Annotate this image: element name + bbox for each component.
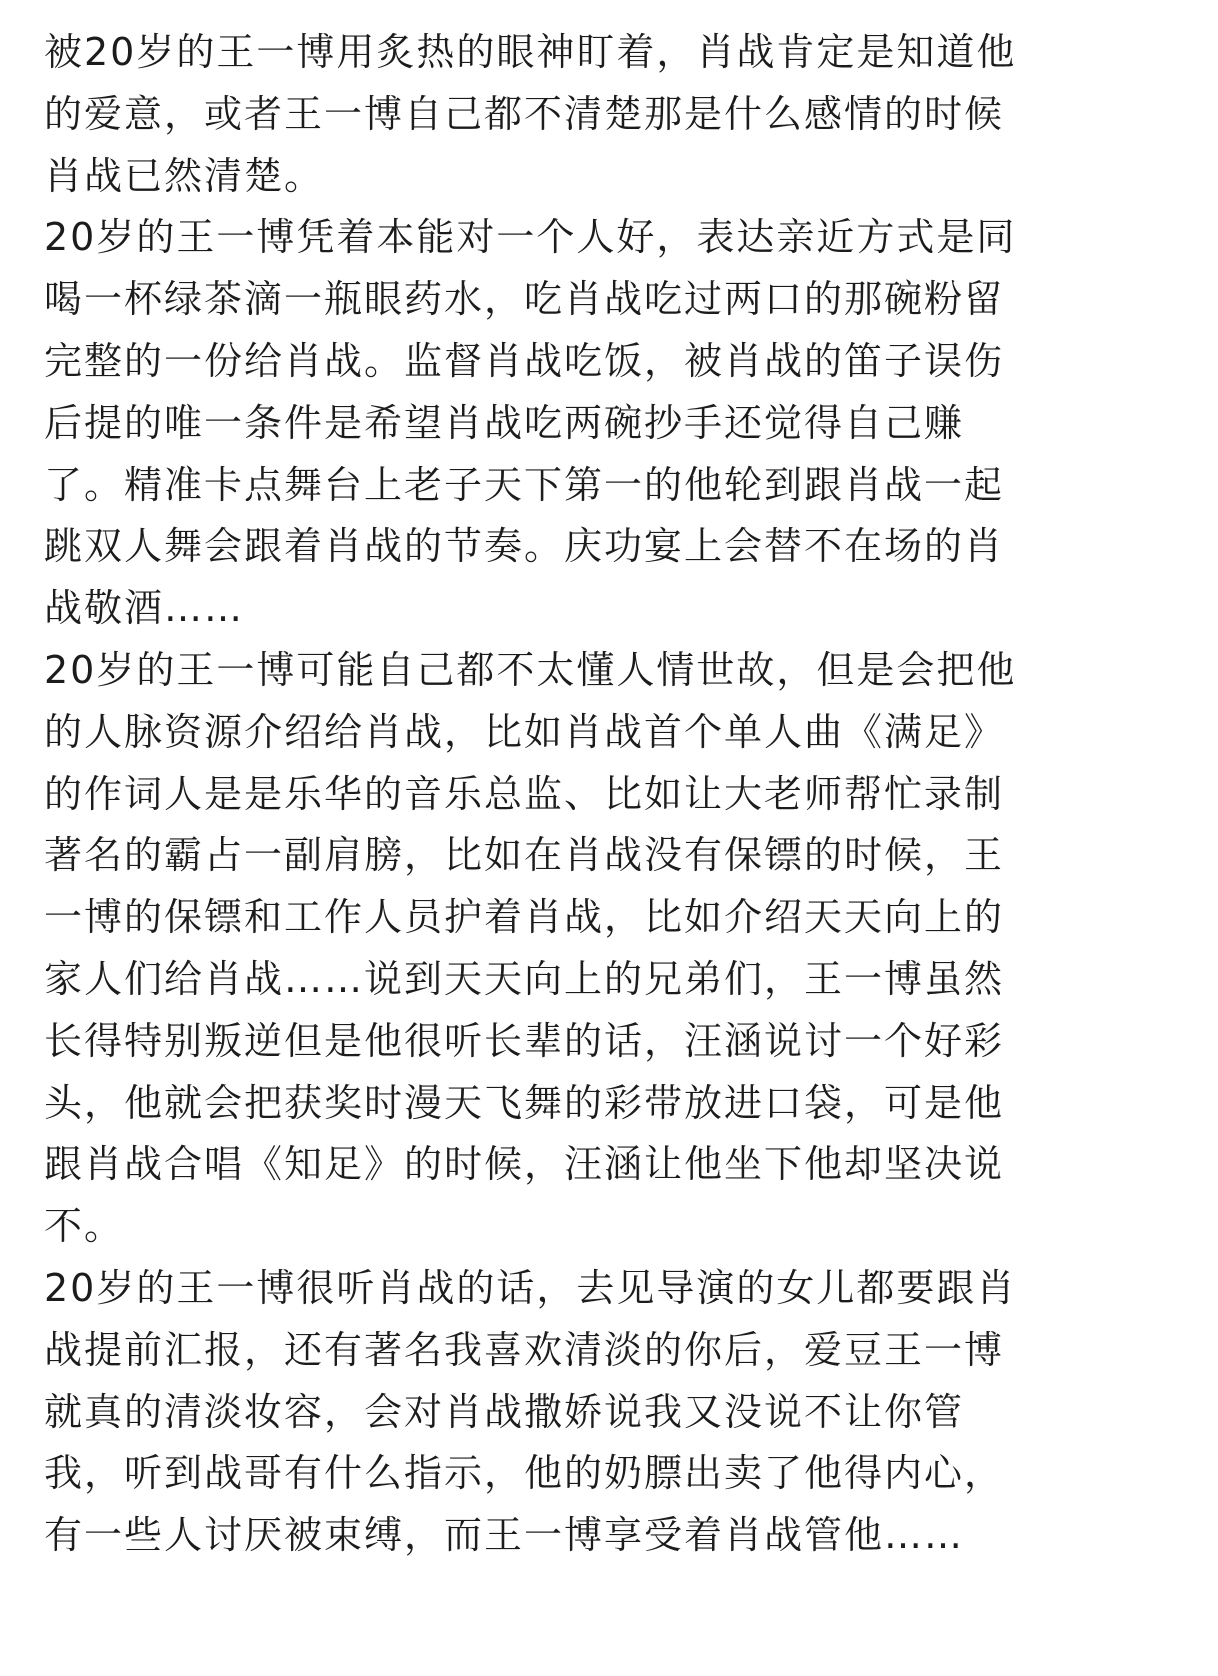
- text-line: 完整的一份给肖战。监督肖战吃饭，被肖战的笛子误伤: [44, 338, 1005, 383]
- text-line: 战提前汇报，还有著名我喜欢清淡的你后，爱豆王一博: [44, 1327, 1005, 1372]
- text-line: 就真的清淡妆容，会对肖战撒娇说我又没说不让你管: [44, 1389, 965, 1434]
- article-body: [44, 22, 1184, 1567]
- text-line: 的人脉资源介绍给肖战，比如肖战首个单人曲《满足》: [44, 709, 1005, 754]
- text-line: 肖战已然清楚。: [44, 153, 325, 198]
- text-line: 的作词人是是乐华的音乐总监、比如让大老师帮忙录制: [44, 771, 1005, 816]
- text-line: 的爱意，或者王一博自己都不清楚那是什么感情的时候: [44, 91, 1005, 136]
- text-line: 一博的保镖和工作人员护着肖战，比如介绍天天向上的: [44, 895, 1005, 940]
- text-line: 20岁的王一博凭着本能对一个人好，表达亲近方式是同: [44, 215, 1017, 260]
- text-line: 有一些人讨厌被束缚，而王一博享受着肖战管他……: [44, 1513, 965, 1558]
- text-line: 头，他就会把获奖时漫天飞舞的彩带放进口袋，可是他: [44, 1080, 1005, 1125]
- text-line: 跳双人舞会跟着肖战的节奏。庆功宴上会替不在场的肖: [44, 524, 1005, 569]
- text-line: 后提的唯一条件是希望肖战吃两碗抄手还觉得自己赚: [44, 400, 965, 445]
- text-line: 20岁的王一博很听肖战的话，去见导演的女儿都要跟肖: [44, 1265, 1017, 1310]
- text-line: 长得特别叛逆但是他很听长辈的话，汪涵说讨一个好彩: [44, 1018, 1005, 1063]
- text-line: 喝一杯绿茶滴一瓶眼药水，吃肖战吃过两口的那碗粉留: [44, 277, 1005, 322]
- text-line: 跟肖战合唱《知足》的时候，汪涵让他坐下他却坚决说: [44, 1142, 1005, 1187]
- text-line: 我，听到战哥有什么指示，他的奶膘出卖了他得内心，: [44, 1451, 1005, 1496]
- text-line: 不。: [44, 1204, 125, 1249]
- text-line: 战敬酒……: [44, 586, 245, 631]
- text-line: 被20岁的王一博用炙热的眼神盯着，肖战肯定是知道他: [44, 30, 1017, 74]
- text-line: 了。精准卡点舞台上老子天下第一的他轮到跟肖战一起: [44, 462, 1005, 507]
- text-line: 家人们给肖战……说到天天向上的兄弟们，王一博虽然: [44, 956, 1005, 1001]
- text-line: 20岁的王一博可能自己都不太懂人情世故，但是会把他: [44, 647, 1017, 692]
- text-line: 著名的霸占一副肩膀，比如在肖战没有保镖的时候，王: [44, 833, 1005, 878]
